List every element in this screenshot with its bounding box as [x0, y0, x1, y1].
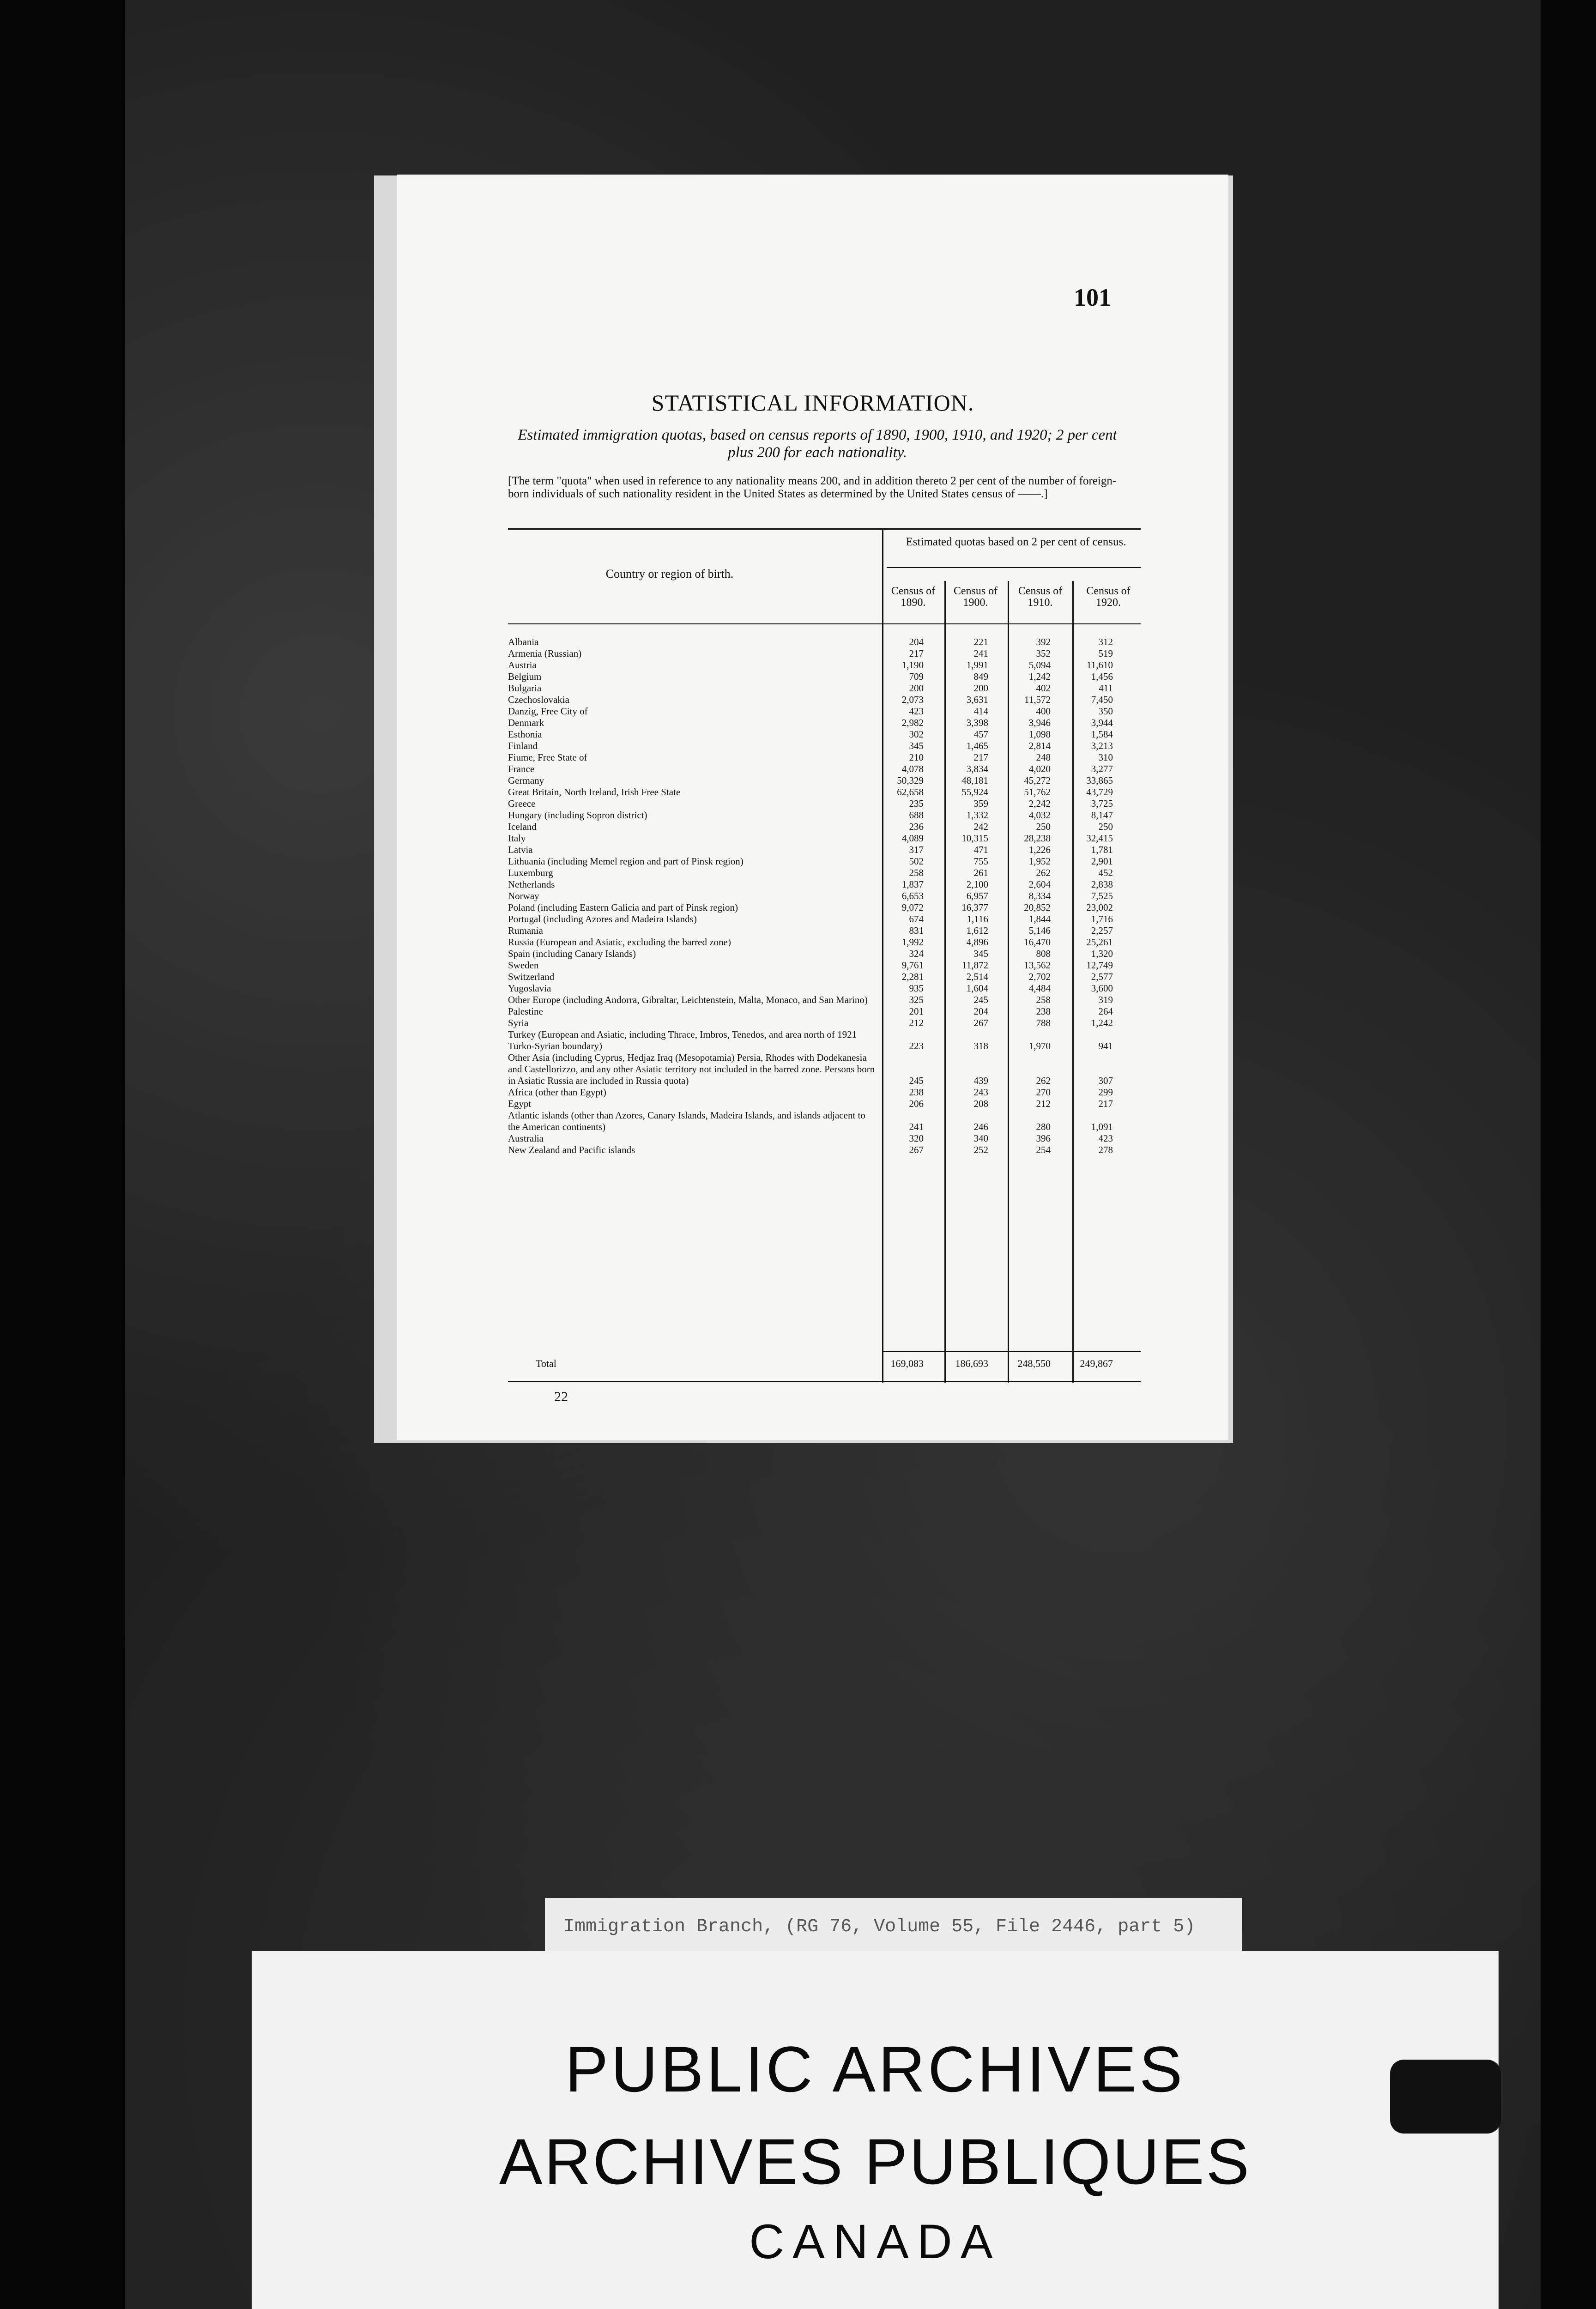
quota-value: 238	[1036, 1006, 1051, 1017]
table-row	[508, 1006, 1141, 1017]
quota-value: 340	[973, 1133, 988, 1144]
table-row	[508, 752, 1141, 763]
quota-value: 423	[1098, 1133, 1113, 1144]
country-name: Other Europe (including Andorra, Gibraltar, Leichtenstein, Malta, Monaco, and San Marino)	[508, 994, 868, 1005]
country-name: Atlantic islands (other than Azores, Canary Islands, Madeira Islands, and islands adjacent to the American continents)	[508, 1110, 865, 1132]
quota-value: 345	[909, 740, 924, 751]
quota-value: 3,600	[1091, 983, 1113, 994]
quota-value: 345	[973, 948, 988, 959]
quota-value: 1,242	[1028, 671, 1051, 682]
table-row	[508, 648, 1141, 659]
quota-value: 2,901	[1091, 856, 1113, 867]
country-name: Poland (including Eastern Galicia and part of Pinsk region)	[508, 902, 738, 913]
quota-value: 250	[1098, 821, 1113, 832]
country-name: Portugal (including Azores and Madeira Islands)	[508, 913, 697, 925]
quota-value: 6,957	[966, 890, 988, 901]
quota-value: 1,584	[1091, 729, 1113, 740]
table-row	[508, 775, 1141, 786]
quota-value: 210	[909, 752, 924, 763]
quota-value: 1,970	[1028, 1040, 1051, 1052]
quota-value: 471	[973, 844, 988, 855]
quota-value: 1,226	[1028, 844, 1051, 855]
quota-value: 2,982	[901, 717, 924, 728]
quota-value: 4,089	[901, 833, 924, 844]
quota-value: 217	[973, 752, 988, 763]
quota-value: 439	[973, 1075, 988, 1086]
quota-value: 223	[909, 1040, 924, 1052]
country-name: Syria	[508, 1017, 529, 1028]
quota-value: 312	[1098, 636, 1113, 647]
quota-value: 411	[1099, 683, 1113, 694]
table-row	[508, 856, 1141, 867]
quota-value: 2,073	[901, 694, 924, 705]
quota-value: 1,991	[966, 659, 988, 671]
table-row	[508, 659, 1141, 671]
quota-value: 519	[1098, 648, 1113, 659]
quota-value: 423	[909, 706, 924, 717]
quota-value: 9,761	[901, 960, 924, 971]
quota-value: 3,398	[966, 717, 988, 728]
quota-value: 243	[973, 1087, 988, 1098]
quota-value: 4,078	[901, 763, 924, 774]
table-row	[508, 798, 1141, 810]
quota-value: 2,604	[1028, 879, 1051, 890]
total-label: Total	[536, 1358, 556, 1369]
quota-value: 4,484	[1028, 983, 1051, 994]
quota-value: 45,272	[1024, 775, 1051, 786]
archive-reference-strip: Immigration Branch, (RG 76, Volume 55, File 2446, part 5)	[545, 1898, 1242, 1956]
quota-value: 33,865	[1086, 775, 1113, 786]
quota-value: 23,002	[1086, 902, 1113, 913]
table-row	[508, 636, 1141, 648]
quota-value: 262	[1036, 867, 1051, 878]
quota-value: 262	[1036, 1075, 1051, 1086]
quota-value: 1,190	[901, 659, 924, 671]
quota-value: 2,577	[1091, 971, 1113, 982]
country-name: Germany	[508, 775, 544, 786]
quota-value: 688	[909, 810, 924, 821]
country-name: Great Britain, North Ireland, Irish Free State	[508, 786, 681, 798]
quota-value: 3,631	[966, 694, 988, 705]
country-header: Country or region of birth.	[605, 567, 734, 580]
quota-value: 1,604	[966, 983, 988, 994]
quota-value: 245	[909, 1075, 924, 1086]
quota-value: 2,838	[1091, 879, 1113, 890]
quota-value: 217	[909, 648, 924, 659]
country-name: Armenia (Russian)	[508, 648, 582, 659]
table-row	[508, 729, 1141, 740]
quota-value: 1,242	[1091, 1017, 1113, 1028]
table-row	[508, 1110, 1141, 1133]
quota-value: 50,329	[897, 775, 924, 786]
quota-value: 831	[909, 925, 924, 936]
table-row	[508, 994, 1141, 1006]
quota-value: 1,098	[1028, 729, 1051, 740]
quota-value: 261	[973, 867, 988, 878]
country-name: Australia	[508, 1133, 544, 1144]
quota-value: 457	[973, 729, 988, 740]
quota-value: 221	[973, 636, 988, 647]
country-name: Albania	[508, 636, 539, 647]
quota-value: 319	[1098, 994, 1113, 1005]
quota-value: 8,147	[1091, 810, 1113, 821]
quota-value: 267	[909, 1144, 924, 1155]
quota-value: 414	[973, 706, 988, 717]
quota-value: 280	[1036, 1121, 1051, 1132]
quota-value: 217	[1098, 1098, 1113, 1109]
archive-title-en: PUBLIC ARCHIVES	[565, 2033, 1185, 2105]
quota-value: 248	[1036, 752, 1051, 763]
archive-title-fr: ARCHIVES PUBLIQUES	[499, 2125, 1251, 2198]
column-header-1890: Census of 1890.	[891, 585, 936, 609]
quota-value: 849	[973, 671, 988, 682]
header-bottom-rule	[508, 623, 1141, 624]
total-1890: 169,083	[890, 1358, 924, 1369]
country-name: Denmark	[508, 717, 544, 728]
quota-value: 241	[973, 648, 988, 659]
country-name: Yugoslavia	[508, 983, 551, 994]
country-name: Belgium	[508, 671, 542, 682]
country-name: Palestine	[508, 1006, 543, 1017]
quota-value: 320	[909, 1133, 924, 1144]
country-name: Sweden	[508, 960, 539, 971]
quota-value: 270	[1036, 1087, 1051, 1098]
country-name: Austria	[508, 659, 537, 671]
quota-value: 4,896	[966, 937, 988, 948]
quota-value: 48,181	[961, 775, 988, 786]
country-name: Lithuania (including Memel region and part of Pinsk region)	[508, 856, 744, 867]
quota-value: 238	[909, 1087, 924, 1098]
quota-value: 1,952	[1028, 856, 1051, 867]
quota-value: 396	[1036, 1133, 1051, 1144]
archive-country: CANADA	[749, 2215, 1001, 2269]
quota-value: 241	[909, 1121, 924, 1132]
quota-value: 2,100	[966, 879, 988, 890]
quota-value: 1,116	[967, 913, 988, 925]
total-rule	[882, 1351, 1141, 1352]
quota-value: 2,514	[966, 971, 988, 982]
country-name: New Zealand and Pacific islands	[508, 1144, 635, 1155]
quota-table-body	[508, 636, 1141, 1156]
quota-value: 452	[1098, 867, 1113, 878]
quota-value: 242	[973, 821, 988, 832]
column-header-1900: Census of 1900.	[953, 585, 998, 609]
table-row	[508, 879, 1141, 890]
quota-value: 252	[973, 1144, 988, 1155]
country-name: Bulgaria	[508, 683, 542, 694]
quota-value: 307	[1098, 1075, 1113, 1086]
table-row	[508, 913, 1141, 925]
quota-value: 2,702	[1028, 971, 1051, 982]
quota-value: 808	[1036, 948, 1051, 959]
film-edge-right	[1541, 0, 1596, 2309]
country-name: Finland	[508, 740, 538, 751]
quota-value: 1,456	[1091, 671, 1113, 682]
table-row	[508, 821, 1141, 833]
quota-value: 267	[973, 1017, 988, 1028]
table-row	[508, 971, 1141, 983]
quota-value: 1,844	[1028, 913, 1051, 925]
table-row	[508, 1052, 1141, 1087]
table-top-rule	[508, 528, 1141, 530]
quota-value: 3,946	[1028, 717, 1051, 728]
quota-value: 1,716	[1091, 913, 1113, 925]
quota-value: 6,653	[901, 890, 924, 901]
quota-value: 8,334	[1028, 890, 1051, 901]
table-row	[508, 844, 1141, 856]
quota-value: 32,415	[1086, 833, 1113, 844]
quota-value: 7,525	[1091, 890, 1113, 901]
quota-value: 5,094	[1028, 659, 1051, 671]
quota-value: 1,320	[1091, 948, 1113, 959]
table-row	[508, 902, 1141, 913]
quota-value: 1,332	[966, 810, 988, 821]
table-row	[508, 810, 1141, 821]
quota-value: 3,213	[1091, 740, 1113, 751]
quota-value: 264	[1098, 1006, 1113, 1017]
quota-value: 325	[909, 994, 924, 1005]
quota-value: 12,749	[1086, 960, 1113, 971]
quota-value: 204	[909, 636, 924, 647]
country-name: Hungary (including Sopron district)	[508, 810, 647, 821]
quota-value: 5,146	[1028, 925, 1051, 936]
quota-value: 324	[909, 948, 924, 959]
table-row	[508, 763, 1141, 775]
country-name: Russia (European and Asiatic, excluding the barred zone)	[508, 937, 731, 948]
quota-value: 20,852	[1024, 902, 1051, 913]
quota-value: 16,470	[1024, 937, 1051, 948]
quota-value: 2,242	[1028, 798, 1051, 809]
country-name: Latvia	[508, 844, 533, 855]
quota-value: 3,834	[966, 763, 988, 774]
table-row	[508, 1087, 1141, 1098]
table-row	[508, 717, 1141, 729]
page-mark: 101	[1074, 284, 1111, 311]
quota-value: 502	[909, 856, 924, 867]
table-row	[508, 833, 1141, 844]
country-name: Czechoslovakia	[508, 694, 569, 705]
quota-value: 11,872	[962, 960, 988, 971]
quota-value: 62,658	[897, 786, 924, 798]
country-name: Danzig, Free City of	[508, 706, 588, 717]
quota-value: 10,315	[961, 833, 988, 844]
quota-value: 28,238	[1024, 833, 1051, 844]
table-row	[508, 867, 1141, 879]
quota-value: 2,281	[901, 971, 924, 982]
page-subtitle: Estimated immigration quotas, based on census reports of 1890, 1900, 1910, and 1920; 2 per cent plus 200 for each nationality.	[518, 427, 1117, 461]
table-row	[508, 740, 1141, 752]
quota-value: 1,612	[966, 925, 988, 936]
quota-value: 709	[909, 671, 924, 682]
quota-value: 788	[1036, 1017, 1051, 1028]
quota-value: 278	[1098, 1144, 1113, 1155]
page-title: STATISTICAL INFORMATION.	[651, 390, 974, 416]
quota-value: 310	[1098, 752, 1113, 763]
table-row	[508, 671, 1141, 683]
quota-value: 43,729	[1086, 786, 1113, 798]
quota-value: 1,837	[901, 879, 924, 890]
quota-value: 208	[973, 1098, 988, 1109]
quota-value: 1,091	[1091, 1121, 1113, 1132]
document-page	[397, 175, 1228, 1440]
country-name: Norway	[508, 890, 539, 901]
country-name: Switzerland	[508, 971, 555, 982]
quota-value: 3,944	[1091, 717, 1113, 728]
quota-value: 212	[909, 1017, 924, 1028]
quota-value: 674	[909, 913, 924, 925]
table-row	[508, 706, 1141, 717]
column-header-1910: Census of 1910.	[1018, 585, 1063, 609]
quota-value: 3,725	[1091, 798, 1113, 809]
quota-value: 55,924	[961, 786, 988, 798]
table-row	[508, 925, 1141, 937]
table-row	[508, 890, 1141, 902]
quota-value: 13,562	[1024, 960, 1051, 971]
quota-value: 350	[1098, 706, 1113, 717]
quota-value: 1,992	[901, 937, 924, 948]
quota-value: 9,072	[901, 902, 924, 913]
quota-value: 250	[1036, 821, 1051, 832]
total-1900: 186,693	[955, 1358, 988, 1369]
group-header: Estimated quotas based on 2 per cent of census.	[906, 536, 1126, 548]
quota-value: 201	[909, 1006, 924, 1017]
quota-value: 11,572	[1024, 694, 1051, 705]
quota-value: 236	[909, 821, 924, 832]
quota-value: 755	[973, 856, 988, 867]
quota-value: 254	[1036, 1144, 1051, 1155]
country-name: Netherlands	[508, 879, 555, 890]
quota-value: 258	[909, 867, 924, 878]
quota-value: 11,610	[1087, 659, 1113, 671]
table-row	[508, 1144, 1141, 1156]
table-row	[508, 1017, 1141, 1029]
quota-value: 1,781	[1091, 844, 1113, 855]
quota-value: 204	[973, 1006, 988, 1017]
country-name: Other Asia (including Cyprus, Hedjaz Iraq (Mesopotamia) Persia, Rhodes with Dodekanesia and Castellorizzo, and any other Asiatic territory not included in the barred zone. Persons born in Asiatic Russia are included in Russia quota)	[508, 1052, 875, 1086]
quota-value: 16,377	[961, 902, 988, 913]
quota-value: 392	[1036, 636, 1051, 647]
quota-value: 402	[1036, 683, 1051, 694]
quota-definition-note: [The term "quota" when used in reference to any nationality means 200, and in addition thereto 2 per cent of the number of foreign-born individuals of such nationality resident in the United States as determined by the United States census of ——.]	[508, 475, 1117, 500]
country-name: Italy	[508, 833, 526, 844]
quota-value: 317	[909, 844, 924, 855]
quota-value: 318	[973, 1040, 988, 1052]
table-row	[508, 937, 1141, 948]
country-name: Spain (including Canary Islands)	[508, 948, 636, 959]
table-row	[508, 786, 1141, 798]
quota-value: 212	[1036, 1098, 1051, 1109]
film-edge-left	[0, 0, 125, 2309]
quota-value: 302	[909, 729, 924, 740]
public-archives-card	[252, 1951, 1499, 2309]
quota-value: 200	[973, 683, 988, 694]
quota-value: 200	[909, 683, 924, 694]
country-name: Rumania	[508, 925, 543, 936]
black-tape-mark	[1390, 2060, 1501, 2134]
quota-value: 3,277	[1091, 763, 1113, 774]
table-row	[508, 948, 1141, 960]
quota-value: 235	[909, 798, 924, 809]
quota-value: 2,814	[1028, 740, 1051, 751]
table-row	[508, 1133, 1141, 1144]
total-row	[508, 1358, 1141, 1370]
table-bottom-rule	[508, 1381, 1141, 1382]
quota-value: 246	[973, 1121, 988, 1132]
quota-value: 935	[909, 983, 924, 994]
quota-value: 7,450	[1091, 694, 1113, 705]
quota-value: 258	[1036, 994, 1051, 1005]
table-row	[508, 983, 1141, 994]
quota-value: 1,465	[966, 740, 988, 751]
quota-value: 4,032	[1028, 810, 1051, 821]
quota-value: 352	[1036, 648, 1051, 659]
quota-value: 245	[973, 994, 988, 1005]
country-name: Iceland	[508, 821, 537, 832]
quota-value: 4,020	[1028, 763, 1051, 774]
table-row	[508, 683, 1141, 694]
country-name: Greece	[508, 798, 536, 809]
total-1920: 249,867	[1080, 1358, 1113, 1369]
country-name: Esthonia	[508, 729, 542, 740]
quota-value: 941	[1098, 1040, 1113, 1052]
country-name: France	[508, 763, 535, 774]
country-name: Luxemburg	[508, 867, 553, 878]
quota-value: 299	[1098, 1087, 1113, 1098]
page-number: 22	[554, 1389, 568, 1404]
table-row	[508, 960, 1141, 971]
quota-value: 400	[1036, 706, 1051, 717]
quota-value: 206	[909, 1098, 924, 1109]
column-header-1920: Census of 1920.	[1086, 585, 1130, 609]
quota-value: 359	[973, 798, 988, 809]
table-row	[508, 694, 1141, 706]
quota-value: 2,257	[1091, 925, 1113, 936]
country-name: Fiume, Free State of	[508, 752, 587, 763]
country-name: Egypt	[508, 1098, 532, 1109]
total-1910: 248,550	[1017, 1358, 1051, 1369]
table-row	[508, 1098, 1141, 1110]
group-header-rule	[887, 567, 1141, 568]
quota-value: 51,762	[1024, 786, 1051, 798]
quota-value: 25,261	[1086, 937, 1113, 948]
country-name: Turkey (European and Asiatic, including Thrace, Imbros, Tenedos, and area north of 1921 Turko-Syrian boundary)	[508, 1029, 857, 1052]
table-row	[508, 1029, 1141, 1052]
country-name: Africa (other than Egypt)	[508, 1087, 606, 1098]
